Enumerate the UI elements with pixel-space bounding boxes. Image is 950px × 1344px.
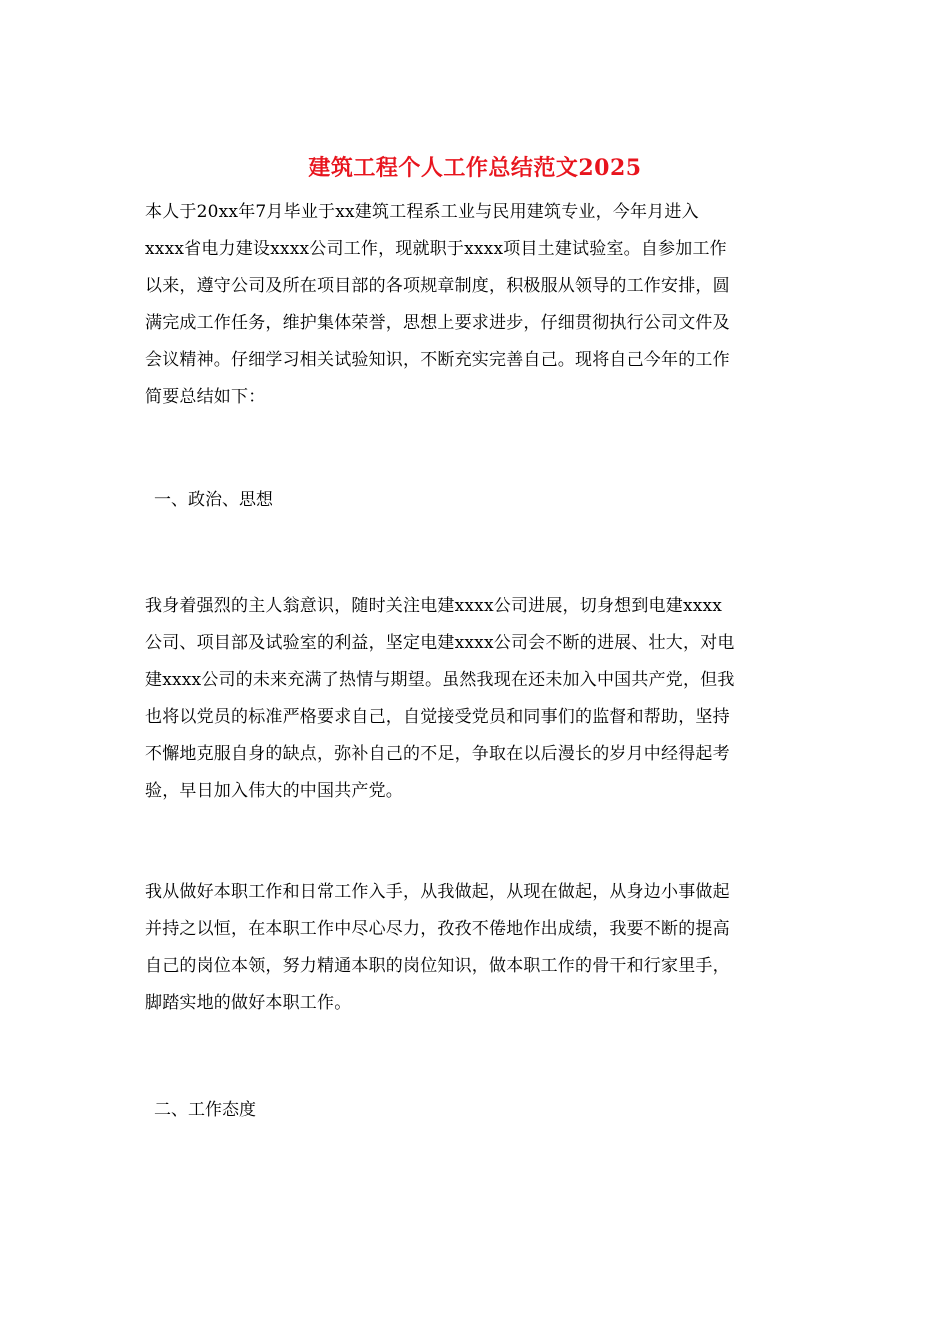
- text-line: 我身着强烈的主人翁意识，随时关注电建xxxx公司进展，切身想到电建xxxx: [145, 596, 723, 616]
- text-line: 自己的岗位本领，努力精通本职的岗位知识，做本职工作的骨干和行家里手，: [145, 956, 730, 976]
- text-line: 以来，遵守公司及所在项目部的各项规章制度，积极服从领导的工作安排，圆: [145, 276, 730, 296]
- text-line: 简要总结如下：: [145, 387, 266, 407]
- duty-paragraph: [145, 874, 805, 1022]
- intro-paragraph: [145, 194, 805, 416]
- text-line: 并持之以恒，在本职工作中尽心尽力，孜孜不倦地作出成绩，我要不断的提高: [145, 919, 730, 939]
- text-line: 我从做好本职工作和日常工作入手，从我做起，从现在做起，从身边小事做起: [145, 882, 730, 902]
- text-line: xxxx省电力建设xxxx公司工作，现就职于xxxx项目土建试验室。自参加工作: [145, 239, 727, 259]
- politics-paragraph: [145, 588, 805, 810]
- text-line: 不懈地克服自身的缺点，弥补自己的不足，争取在以后漫长的岁月中经得起考: [145, 744, 730, 764]
- text-line: 建xxxx公司的未来充满了热情与期望。虽然我现在还未加入中国共产党，但我: [145, 670, 735, 690]
- text-line: 验，早日加入伟大的中国共产党。: [145, 781, 403, 801]
- document-title: 建筑工程个人工作总结范文2025: [308, 155, 642, 181]
- text-line: 脚踏实地的做好本职工作。: [145, 993, 352, 1013]
- text-line: 也将以党员的标准严格要求自己，自觉接受党员和同事们的监督和帮助，坚持: [145, 707, 730, 727]
- text-line: 本人于20xx年7月毕业于xx建筑工程系工业与民用建筑专业，今年月进入: [145, 202, 699, 222]
- section-heading-attitude: 二、工作态度: [154, 1100, 256, 1120]
- text-line: 公司、项目部及试验室的利益，坚定电建xxxx公司会不断的进展、壮大，对电: [145, 633, 735, 653]
- section-heading-politics: 一、政治、思想: [154, 490, 273, 510]
- text-line: 会议精神。仔细学习相关试验知识，不断充实完善自己。现将自己今年的工作: [145, 350, 730, 370]
- text-line: 满完成工作任务，维护集体荣誉，思想上要求进步，仔细贯彻执行公司文件及: [145, 313, 730, 333]
